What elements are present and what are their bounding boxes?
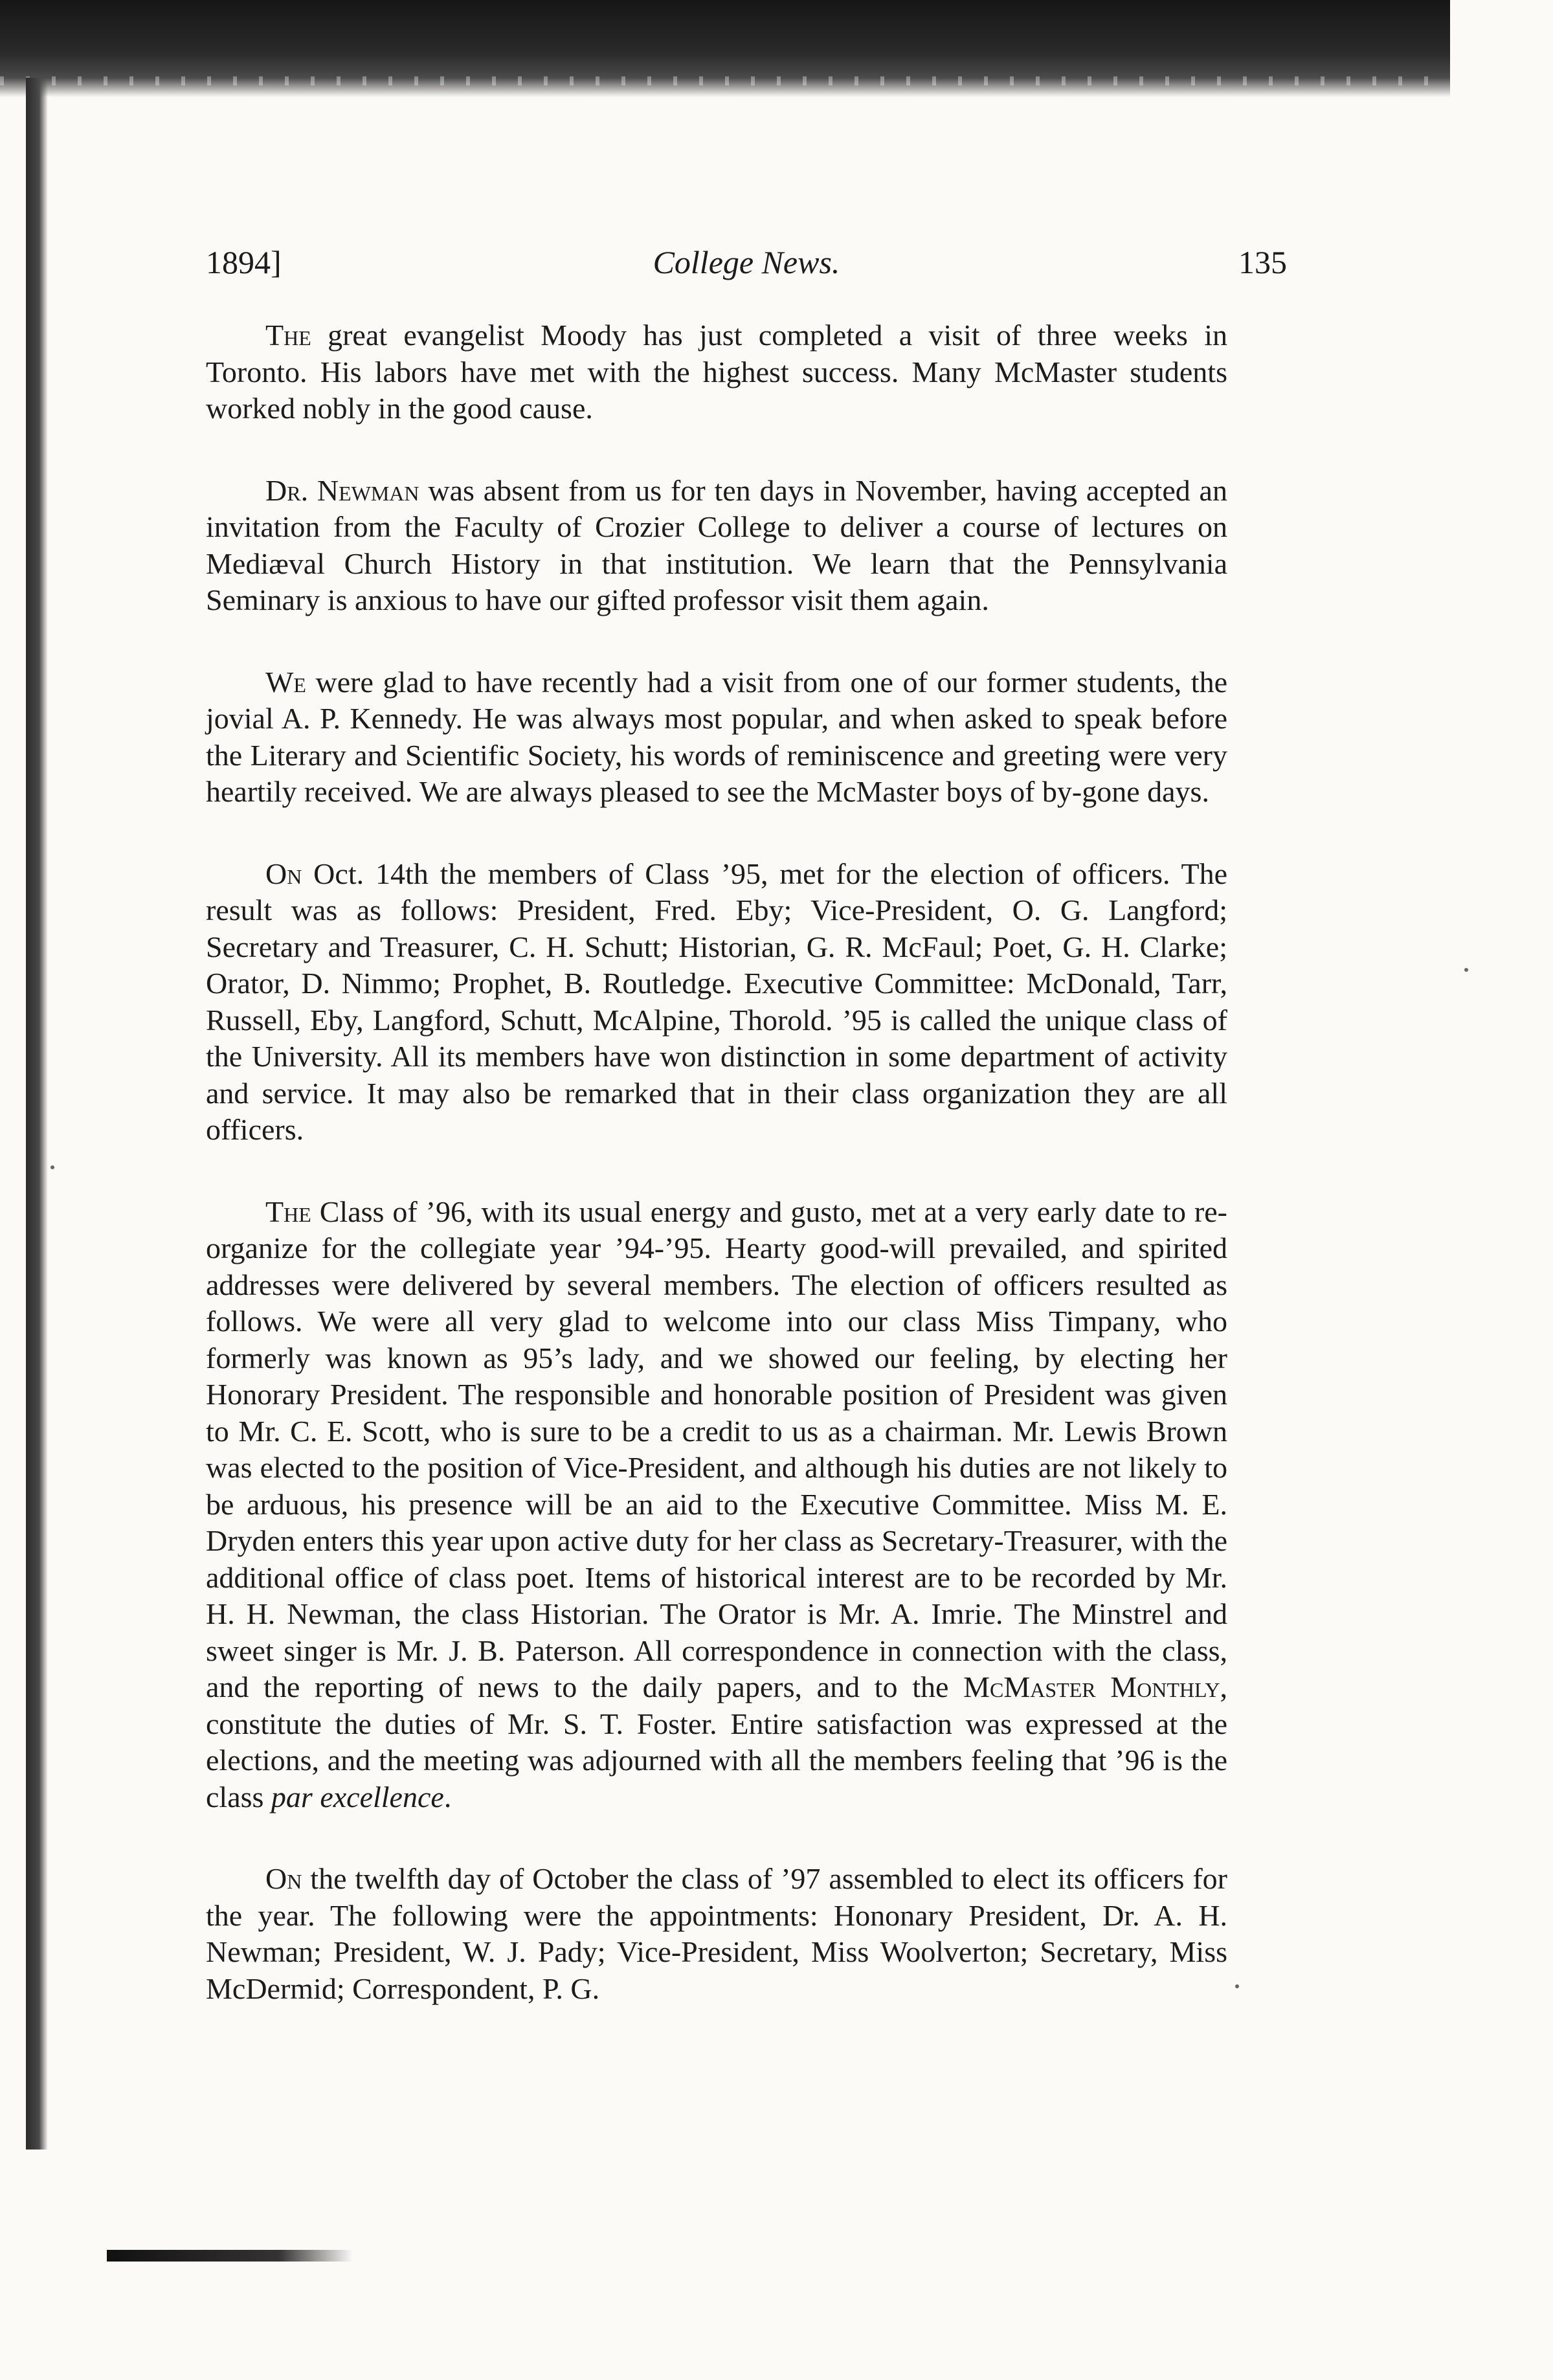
paragraph-text: the twelfth day of October the class of ’97 assembled to elect its officers for the year. The following were the appointments: Hononary President, Dr. A. H. Newman; President, W. J. Pady; Vice-President, Miss Woolverton; Secretary, Miss McDermid; Correspondent, P. G. [206, 1862, 1227, 2005]
paragraph-lead: The [265, 1195, 311, 1228]
header-year: 1894] [206, 244, 282, 280]
paragraph-text: was absent from us for ten days in November, having accepted an invitation from the Faculty of Crozier College to deliver a course of lectures on Mediæval Church History in that institution. We learn that the Pennsylvania Seminary is anxious to have our gifted professor visit them again. [206, 473, 1227, 616]
article-body [206, 317, 1227, 2007]
scan-edge-left [26, 78, 48, 2150]
paragraph-text: Oct. 14th the members of Class ’95, met for the election of officers. The result was as follows: President, Fred. Eby; Vice-President, O. G. Langford; Secretary and Treasurer, C. H. Schutt; Historian, G. R. McFaul; Poet, G. H. Clarke; Orator, D. Nimmo; Prophet, B. Routledge. Executive Committee: McDonald, Tarr, Russell, Eby, Langford, Schutt, McAlpine, Thorold. ’95 is called the unique class of the University. All its members have won distinction in some department of activity and service. It may also be remarked that in their class organization they are all officers. [206, 857, 1227, 1146]
scan-edge-top [0, 0, 1450, 97]
paragraph-end: . [443, 1780, 452, 1813]
running-header [206, 240, 1287, 285]
monthly-name: McMaster Monthly [963, 1670, 1220, 1703]
paragraph-newman [206, 473, 1227, 619]
paragraph-kennedy [206, 664, 1227, 811]
scan-speck [1235, 1984, 1239, 1988]
scan-speck [50, 1165, 54, 1169]
paragraph-lead: Dr. Newman [265, 473, 419, 507]
page-number: 135 [1238, 244, 1287, 280]
paragraph-text: great evangelist Moody has just completed a visit of three weeks in Toronto. His labors have met with the highest success. Many McMaster students worked nobly in the good cause. [206, 319, 1227, 425]
paragraph-class-95 [206, 856, 1227, 1149]
italic-phrase: par excellence [271, 1780, 444, 1813]
paragraph-lead: We [265, 665, 306, 699]
scan-mark-bottom [107, 2250, 353, 2262]
paragraph-class-97 [206, 1861, 1227, 2007]
scan-speck [1464, 968, 1468, 972]
paragraph-lead: On [265, 857, 302, 890]
paragraph-class-96 [206, 1194, 1227, 1816]
header-journal-title: College News. [653, 244, 840, 280]
paragraph-text-continued: , constitute the duties of Mr. S. T. Foster. Entire satisfaction was expressed at the elections, and the meeting was adjourned with all the members feeling that ’96 is the class [206, 1670, 1227, 1813]
paragraph-lead: The [265, 319, 311, 352]
paragraph-moody [206, 317, 1227, 427]
paragraph-lead: On [265, 1862, 302, 1895]
paragraph-text: were glad to have recently had a visit from one of our former students, the jovial A. P. Kennedy. He was always most popular, and when asked to speak before the Literary and Scientific Society, his words of reminiscence and greeting were very heartily received. We are always pleased to see the McMaster boys of by-gone days. [206, 665, 1227, 808]
paragraph-text: Class of ’96, with its usual energy and gusto, met at a very early date to re-organize for the collegiate year ’94-’95. Hearty good-will prevailed, and spirited addresses were delivered by several members. The election of officers resulted as follows. We were all very glad to welcome into our class Miss Timpany, who formerly was known as 95’s lady, and we showed our feeling, by electing her Honorary President. The responsible and honorable position of President was given to Mr. C. E. Scott, who is sure to be a credit to us as a chairman. Mr. Lewis Brown was elected to the position of Vice-President, and although his duties are not likely to be arduous, his presence will be an aid to the Executive Committee. Miss M. E. Dryden enters this year upon active duty for her class as Secretary-Treasurer, with the additional office of class poet. Items of historical interest are to be recorded by Mr. H. H. Newman, the class Historian. The Orator is Mr. A. Imrie. The Minstrel and sweet singer is Mr. J. B. Paterson. All correspondence in connection with the class, and the reporting of news to the daily papers, and to the [206, 1195, 1227, 1703]
